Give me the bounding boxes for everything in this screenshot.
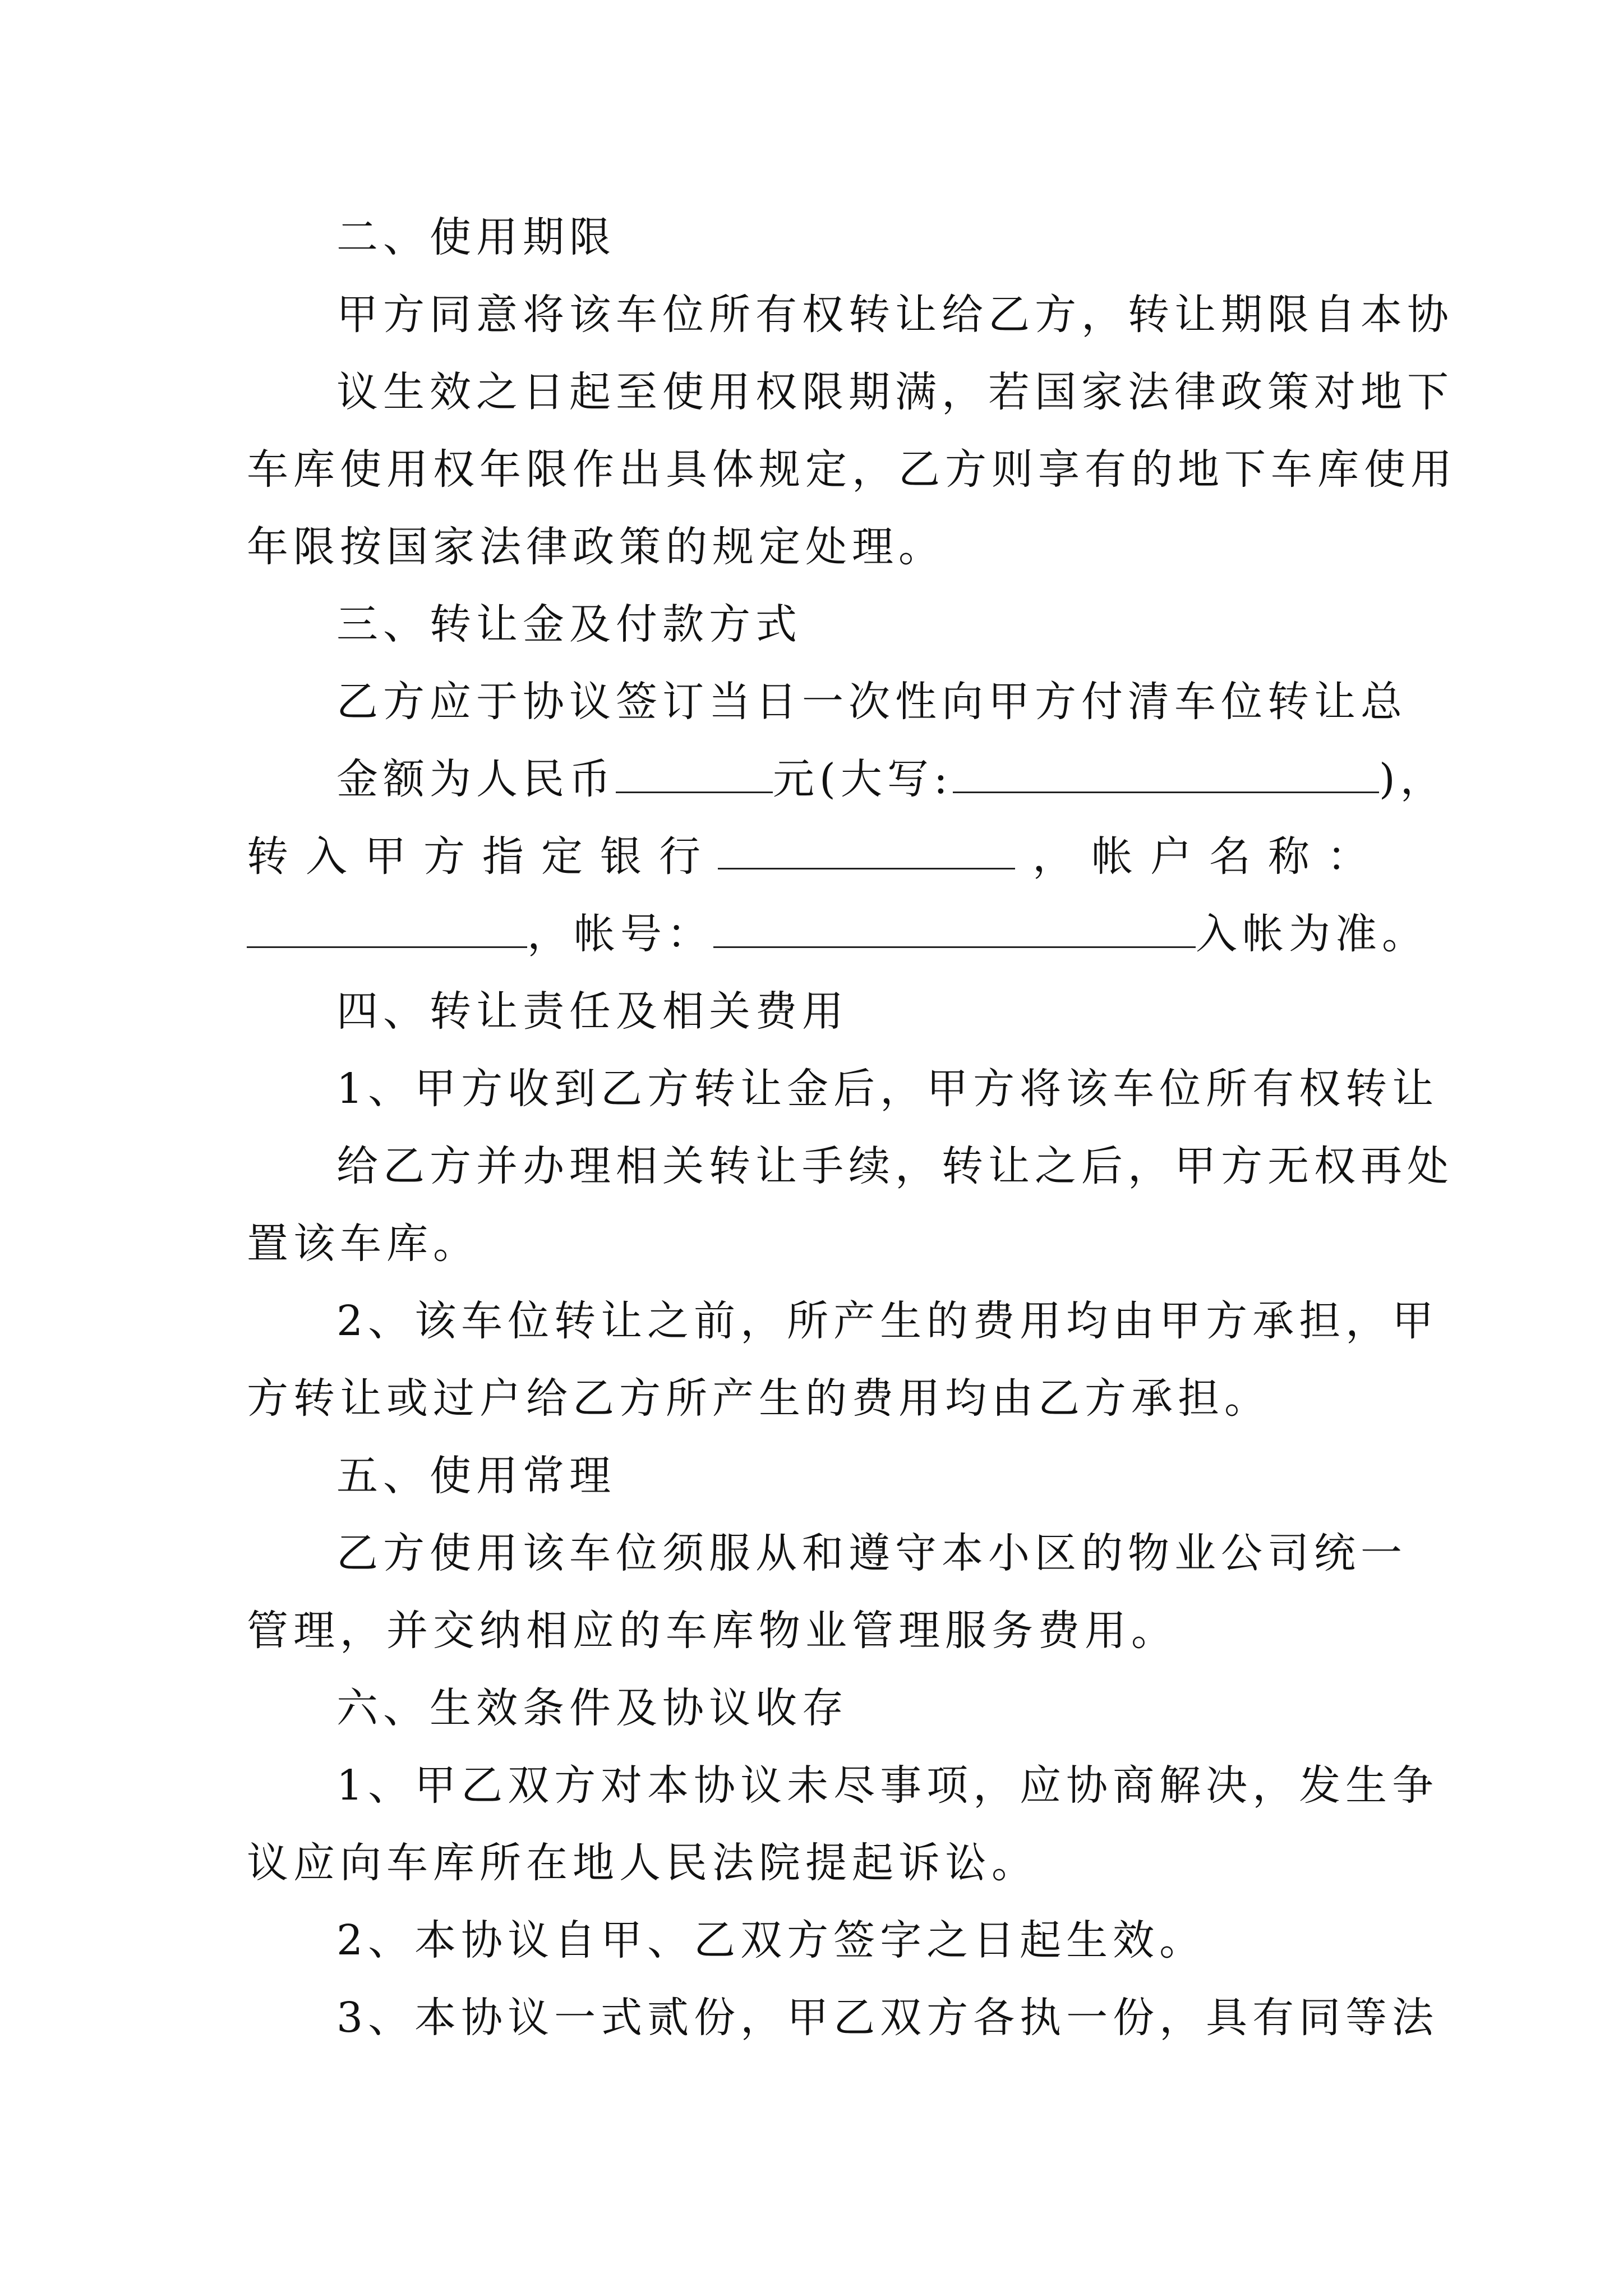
paragraph-line: 1、甲乙双方对本协议未尽事项，应协商解决，发生争 [336,1761,1439,1810]
amount-line [336,751,1447,807]
account-name-char: 名 [1209,832,1251,881]
paragraph-line: 2、该车位转让之前，所产生的费用均由甲方承担，甲 [336,1297,1439,1345]
bank-char: 甲 [365,832,406,881]
paragraph-line: 甲方同意将该车位所有权转让给乙方，转让期限自本协 [336,291,1454,339]
section-5-heading: 五、使用常理 [336,1452,616,1500]
amount-label: 金额为人民币 [336,755,616,803]
account-name-blank[interactable] [247,907,527,948]
bank-char: 行 [659,832,700,881]
account-name-char: 户 [1150,832,1192,881]
paragraph-line: 年限按国家法律政策的规定处理。 [247,523,945,571]
paragraph-line: 方转让或过户给乙方所产生的费用均由乙方承担。 [247,1374,1271,1423]
paragraph-line: 乙方应于协议签订当日一次性向甲方付清车位转让总 [336,678,1407,726]
bank-char: 银 [600,832,642,881]
bank-char: 方 [423,832,465,881]
account-name-char: 称 [1268,832,1310,881]
bank-blank[interactable] [718,829,1015,869]
paragraph-line: 议生效之日起至使用权限期满，若国家法律政策对地下 [336,368,1454,416]
amount-capital-label: 元(大写: [773,755,953,803]
bank-comma: ， [1032,832,1074,881]
section-4-heading: 四、转让责任及相关费用 [336,987,849,1036]
paragraph-line: 置该车库。 [247,1220,479,1268]
account-number-label: ，帐号： [527,910,713,958]
account-tail: 入帐为准。 [1196,910,1428,958]
amount-close: )， [1378,755,1447,803]
paragraph-line: 3、本协议一式贰份，甲乙双方各执一份，具有同等法 [336,1994,1439,2042]
paragraph-line: 管理，并交纳相应的车库物业管理服务费用。 [247,1607,1178,1655]
bank-char: 指 [482,832,524,881]
paragraph-line: 车库使用权年限作出具体规定，乙方则享有的地下车库使用 [247,445,1457,494]
amount-capital-blank[interactable] [953,752,1379,793]
account-name-char: 帐 [1091,832,1133,881]
bank-char: 转 [247,832,288,881]
paragraph-line: 1、甲方收到乙方转让金后，甲方将该车位所有权转让 [336,1065,1439,1113]
account-line [247,906,1428,962]
paragraph-line: 乙方使用该车位须服从和遵守本小区的物业公司统一 [336,1529,1407,1577]
amount-blank[interactable] [616,752,773,793]
section-2-heading: 二、使用期限 [336,213,616,261]
section-6-heading: 六、生效条件及协议收存 [336,1684,849,1732]
bank-char: 入 [306,832,347,881]
bank-char: 定 [541,832,583,881]
section-3-heading: 三、转让金及付款方式 [336,600,802,648]
paragraph-line: 给乙方并办理相关转让手续，转让之后，甲方无权再处 [336,1142,1454,1190]
account-name-char: ： [1327,832,1368,881]
paragraph-line: 议应向车库所在地人民法院提起诉讼。 [247,1839,1038,1887]
paragraph-line: 2、本协议自甲、乙双方签字之日起生效。 [336,1916,1206,1964]
account-number-blank[interactable] [713,907,1196,948]
bank-line [247,829,1368,885]
